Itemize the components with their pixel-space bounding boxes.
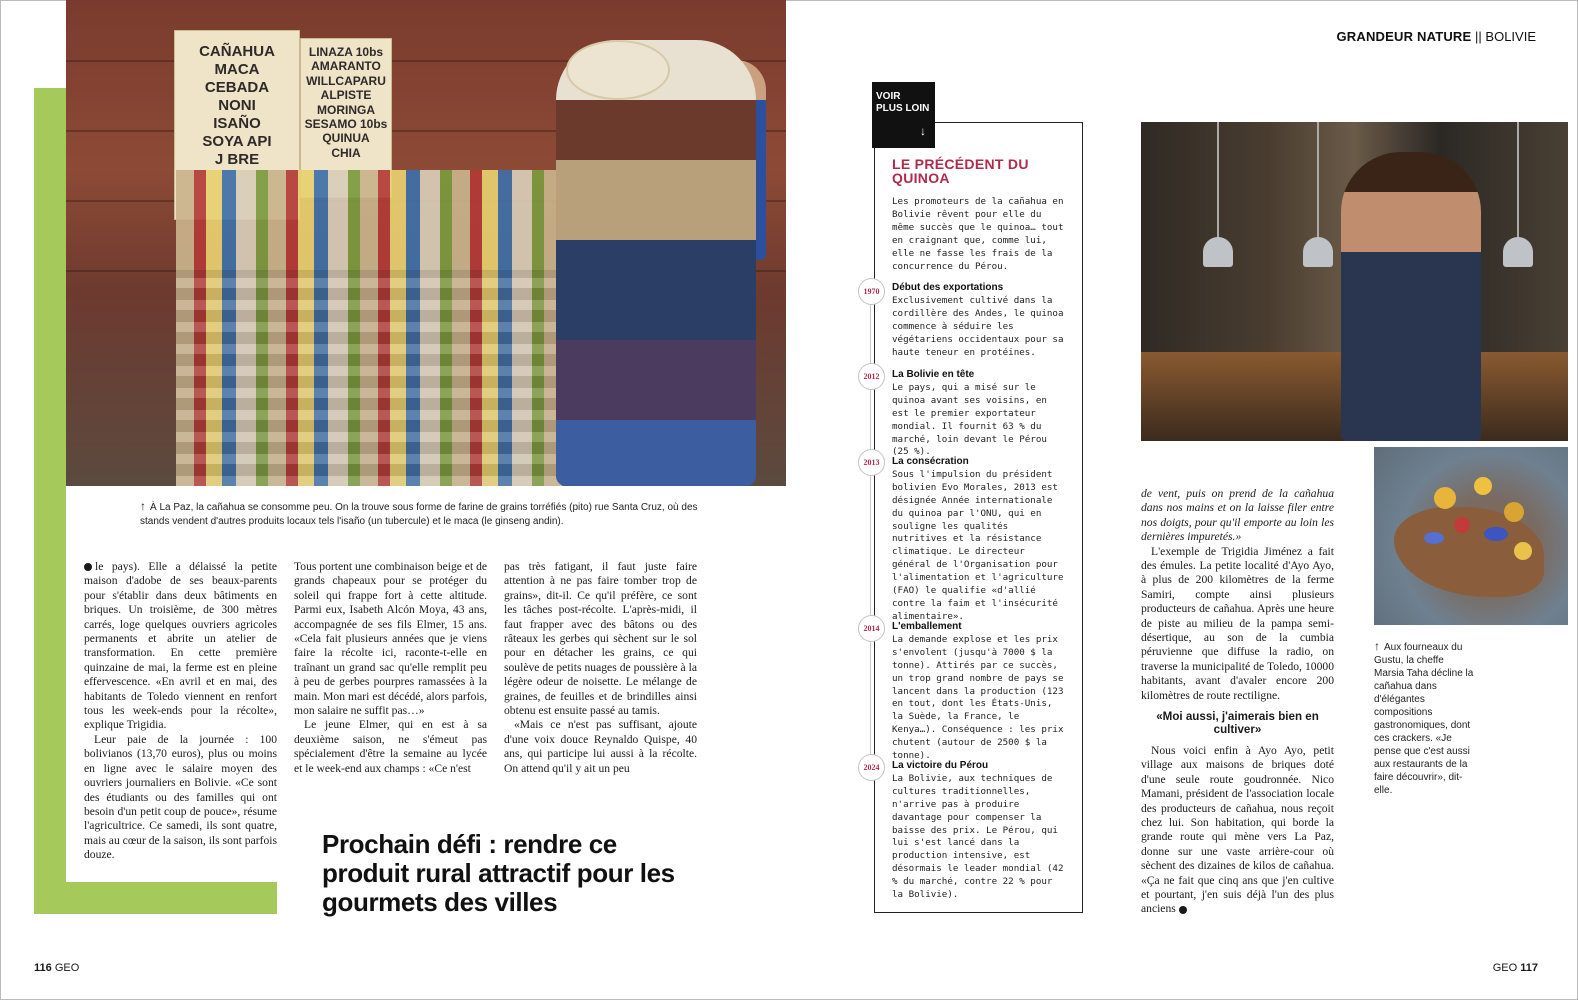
green-accent-bar-bottom — [34, 882, 277, 914]
market-photo-caption: ↑ À La Paz, la cañahua se consomme peu. On la trouve sous forme de farine de grains torréfiés (pito) rue Santa Cruz, où des stands vendent d'autres produits locaux tels l'isaño (un tubercule) et le maca (le ginseng andin). — [140, 499, 698, 527]
page-number-right: 117 — [1520, 962, 1538, 974]
timeline-entry: La Bolivie en tête Le pays, qui a misé sur le quinoa avant ses voisins, en est le premier exportateur mondial. Il fournit 63 % du marché, loin devant le Pérou (25 %). — [892, 369, 1047, 458]
body-column-4: de vent, puis on prend de la cañahua dans nos mains et on la laisse filer entre nos doigts, pour qu'il emporte au loin les dernières impuretés.» L'exemple de Trigidia Jiménez a fait des émules. La petite localité d'Ayo Ayo, à plus de 200 kilomètres de la ferme Samiri, compte ainsi plusieurs producteurs de cañahua. Après une heure de piste au milieu de la pampa semi-désertique, au son de la cumbia péruvienne que diffuse la radio, on traverse la municipalité de Toledo, 10000 habitants, avant d'avaler encore 200 kilomètres de route rectiligne. — [1141, 487, 1334, 702]
section-header — [1336, 29, 1536, 44]
timeline-entry: Début des exportations Exclusivement cultivé dans la cordillère des Andes, le quinoa commence à séduire les végétariens occidentaux pour sa haute teneur en protéines. — [892, 282, 1064, 358]
bullet-icon — [84, 563, 92, 571]
year-badge: 2024 — [858, 754, 885, 781]
year-badge: 2013 — [858, 449, 885, 476]
pendant-lamp — [1301, 122, 1335, 272]
timeline-entry: La consécration Sous l'impulsion du président bolivien Evo Morales, 2013 est désignée Année internationale du quinoa par l'ONU, qui en souligne les qualités nutritives et la résistance climatique. Le directeur général de l'Organisation pour l'alimentation et l'agriculture (FAO) le qualifie «d'allié contre la faim et l'insécurité alimentaire». — [892, 456, 1064, 622]
timeline-line — [870, 282, 871, 772]
arrow-down-icon: ↓ — [920, 124, 926, 138]
pendant-lamp — [1501, 122, 1535, 272]
sidebar-tag: VOIR PLUS LOIN — [872, 82, 935, 148]
header-separator: || — [1475, 29, 1482, 44]
pull-quote: Prochain défi : rendre ce produit rural attractif pour les gourmets des villes — [322, 829, 675, 917]
sidebar-intro: Les promoteurs de la cañahua en Bolivie rêvent pour elle du même succès que le quinoa… tout en craignant que, comme lui, elle ne fasse les frais de la concurrence du Pérou. — [892, 196, 1064, 272]
sign-left: CAÑAHUA MACA CEBADA NONI ISAÑO SOYA API J BRE — [174, 30, 300, 220]
country-name: BOLIVIE — [1485, 29, 1536, 44]
body-column-3: pas très fatigant, il faut juste faire attention à ne pas faire tomber trop de grains», dit-il. Ce qu'il préfère, ce sont les tâches post-récolte. L'après-midi, il faut frapper avec des bâtons ou des râteaux les gerbes qui sèchent sur le sol pour en détacher les grains, ce qui soulève de petits nuages de poussière à la légère odeur de noisette. Le mélange de graines, de feuilles et de brindilles ainsi obtenu est ensuite passé au tamis. «Mais ce n'est pas suffisant, ajoute d'une voix douce Reynaldo Quispe, 40 ans, qui participe lui aussi à la récolte. On attend qu'il y ait un peu — [504, 560, 697, 775]
food-photo-caption: ↑ Aux fourneaux du Gustu, la cheffe Marsia Taha décline la cañahua dans d'élégantes compositions gastronomiques, dont ces crackers. «Je pense que c'est aussi aux restaurants de la faire découvrir», dit-elle. — [1374, 639, 1474, 796]
chef-photo — [1141, 122, 1568, 441]
body-column-2: Tous portent une combinaison beige et de grands chapeaux pour se protéger du soleil qui frappe fort à cette altitude. Parmi eux, Isabeth Alcón Moya, 43 ans, accompagnée de ses fils Elmer, 15 ans. «Cela fait plusieurs années que je viens faire la récolte ici, raconte-t-elle en traînant un grand sac qu'elle remplit peu à peu de gerbes pourpres ramassées à la main. Mon mari est décédé, alors parfois, mon salaire ne suffit pas…» Le jeune Elmer, qui en est à sa deuxième saison, ne s'émeut pas spécialement d'être la semaine au lycée et le week-end aux champs : «Ce n'est — [294, 560, 488, 775]
food-photo — [1374, 447, 1568, 625]
pendant-lamp — [1201, 122, 1235, 272]
end-mark-icon — [1179, 906, 1187, 914]
market-photo — [66, 0, 786, 486]
timeline-entry: La victoire du Pérou La Bolivie, aux techniques de cultures traditionnelles, n'arrive pas à produire davantage pour compenser la baisse des prix. Le Pérou, qui lui s'est lancé dans la production intensive, est désormais le leader mondial (42 % du marché, contre 22 % pour la Bolivie). — [892, 760, 1064, 901]
year-badge: 2014 — [858, 615, 885, 642]
arrow-up-icon: ↑ — [140, 499, 146, 513]
year-badge: 1970 — [858, 278, 885, 305]
sign-right: LINAZA 10bs AMARANTO WILLCAPARU ALPISTE MORINGA SESAMO 10bs QUINUA CHIA — [300, 38, 392, 198]
page-number-left: 116 — [34, 962, 52, 974]
chef-figure — [1341, 152, 1481, 441]
section-name: GRANDEUR NATURE — [1336, 29, 1472, 44]
year-badge: 2012 — [858, 363, 885, 390]
folio-left: 116 GEO — [34, 962, 80, 974]
sidebar-title: LE PRÉCÉDENT DU QUINOA — [892, 156, 1029, 186]
vendor-woman — [556, 40, 756, 486]
body-column-5: Nous voici enfin à Ayo Ayo, petit village aux maisons de briques doté d'une seule route goudronnée. Nico Mamani, président de l'association locale des producteurs de cañahua, nous reçoit chez lui. Son habitation, qui borde la grande route qui mène vers La Paz, donne sur une vaste arrière-cour où sèchent des dizaines de kilos de cañahua. «Ça ne fait que cinq ans que j'en cultive et pourtant, j'en suis déjà l'un des plus anciens — [1141, 744, 1334, 916]
green-accent-bar — [34, 88, 66, 914]
timeline-entry: L'emballement La demande explose et les prix s'envolent (jusqu'à 7000 $ la tonne). Attirés par ce succès, un trop grand nombre de pays se lancent dans la production (123 en tout, dont les États-Unis, la Suède, la France, le Kenya…). Conséquence : les prix chutent (autour de 2500 $ la tonne). — [892, 621, 1064, 762]
woman-hat — [566, 40, 670, 100]
folio-right: GEO 117 — [1492, 962, 1538, 974]
body-column-1: le pays). Elle a délaissé la petite maison d'adobe de ses beaux-parents pour s'établir dans deux bâtiments en briques. Un troisième, de 300 mètres carrés, loge quelques ouvriers agricoles permanents et abrite un atelier de transformation. En cette première quinzaine de mai, la ferme est en pleine effervescence. «En avril et en mai, des habitants de Toledo viennent en renfort tous les week-ends pour la récolte», explique Trigidia. Leur paie de la journée : 100 bolivianos (13,70 euros), plus ou moins en ligne avec le salaire moyen des ouvriers journaliers en Bolivie. «Ce sont des étudiants ou des familles qui ont besoin d'un petit coup de pouce», résume l'agricultrice. Ce samedi, ils sont quatre, mais au cœur de la saison, ils sont parfois douze. — [84, 560, 277, 862]
subheading: «Moi aussi, j'aimerais bien en cultiver» — [1156, 710, 1319, 736]
arrow-up-icon: ↑ — [1374, 639, 1380, 653]
